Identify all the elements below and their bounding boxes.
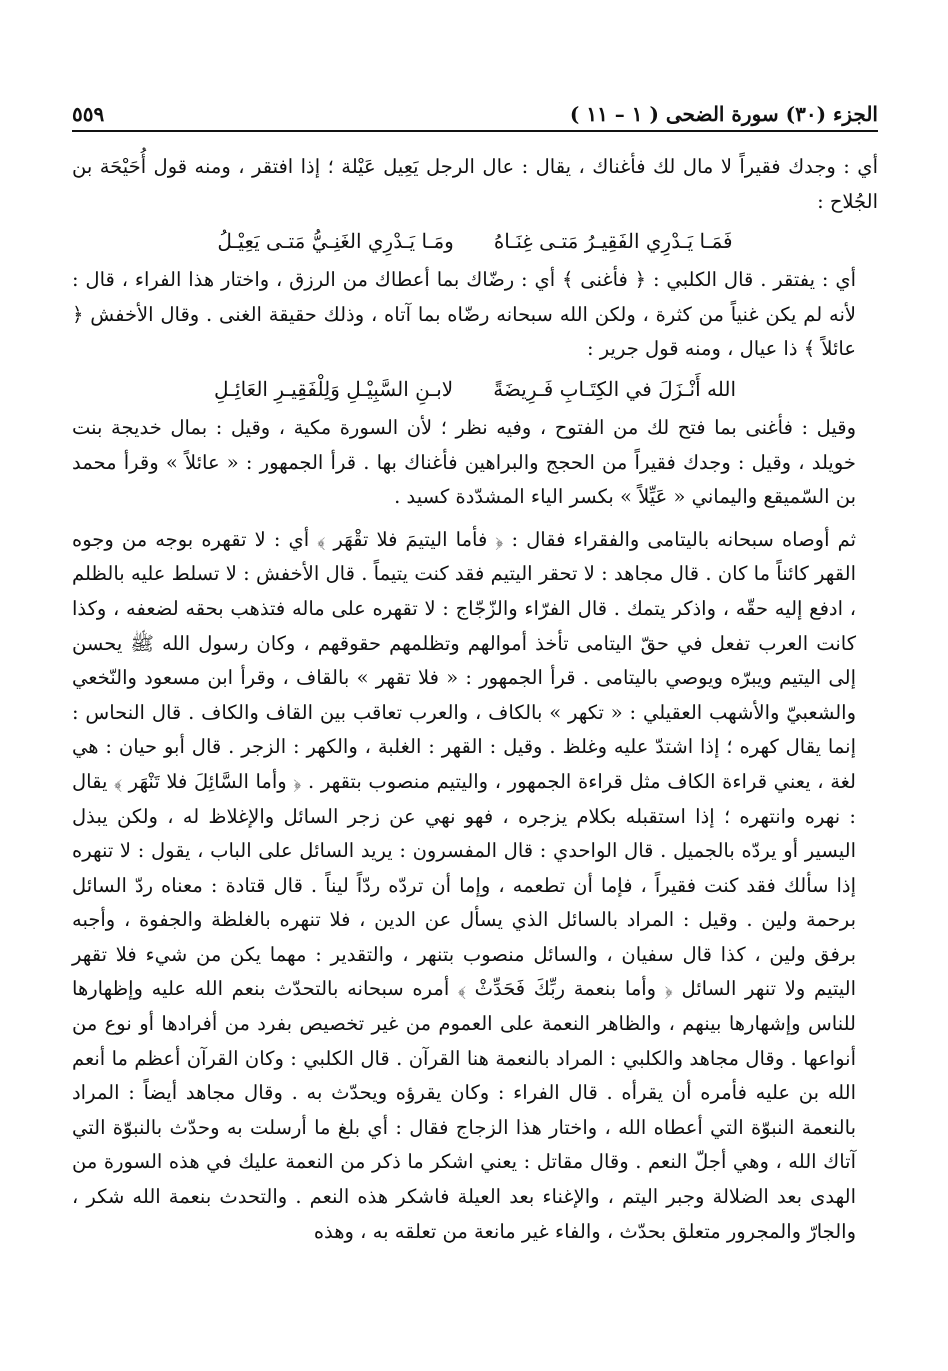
paragraph-1: أي : وجدك فقيراً لا مال لك فأغناك ، يقال : عال الرجل يَعِيل عَيْلة ؛ إذا افتقر ، ومنه قول أُحَيْحَة بن الجُلاح : <box>72 155 878 213</box>
verse-2-second-hemistich: لابـنِ السَّبِيْـلِ وَلِلْفَقِيـرِ العَائِـلِ <box>214 376 454 401</box>
paragraph-4: ثم أوصاه سبحانه باليتامى والفقراء فقال : ﴿ فأما اليتيمَ فلا تقْهَر ﴾ أي : لا تقهره بوجه من وجوه القهر كائناً ما كان . قال مجاهد : لا تحقر اليتيم فقد كنت يتيماً . قال الأخفش : لا تسلط عليه بالظلم ، ادفع إليه حقّه ، واذكر يتمك . قال الفرّاء والزّجّاج : لا تقهره على ماله فتذهب بحقه لضعفه ، وكذا كانت العرب تفعل في حقّ اليتامى تأخذ أموالهم وتظلمهم حقوقهم ، وكان رسول الله ﷺ يحسن إلى اليتيم ويبرّه ويوصي باليتامى . قرأ الجمهور : « فلا تقهر » بالقاف ، وقرأ ابن مسعود والنّخعي والشعبيّ والأشهب العقيلي : « تكهر » بالكاف ، والعرب تعاقب بين القاف والكاف . قال النحاس : إنما يقال كهره ؛ إذا اشتدّ عليه وغلظ . وقيل : القهر : الغلبة ، والكهر : الزجر . قال أبو حيان : هي لغة ، يعني قراءة الكاف مثل قراءة الجمهور ، واليتيم منصوب بتقهر . ﴿ وأما السَّائِلَ فلا تَنْهَر ﴾ يقال : نهره وانتهره ؛ إذا استقبله بكلام يزجره ، فهو نهي عن زجر السائل والإغلاظ له ، ولكن يبذل اليسير أو يردّه بالجميل . قال الواحدي : قال المفسرون : يريد السائل على الباب ، يقول : لا تنهره إذا سألك فقد كنت فقيراً ، فإما أن تطعمه ، وإما أن تردّه ردّاً ليناً . قال قتادة : معناه ردّ السائل برحمة ولين . وقيل : المراد بالسائل الذي يسأل عن الدين ، فلا تنهره بالغلظة والجفوة ، وأجبه برفق ولين ، كذا قال سفيان ، والسائل منصوب بتنهر ، والتقدير : مهما يكن من شيء فلا تقهر اليتيم ولا تنهر السائل ﴿ وأما بنعمة ربِّكَ فَحَدِّثْ ﴾ أمره سبحانه بالتحدّث بنعم الله عليه وإظهارها للناس وإشهارها بينهم ، والظاهر النعمة على العموم من غير تخصيص بفرد من أفرادها أو نوع من أنواعها . وقال مجاهد والكلبي : المراد بالنعمة هنا القرآن . قال الكلبي : وكان القرآن أعظم ما أنعم الله بن عليه فأمره أن يقرأه . قال الفراء : وكان يقرؤه ويحدّث به . وقال مجاهد أيضاً : المراد بالنعمة النبوّة التي أعطاه الله ، واختار هذا الزجاج فقال : أي بلغ ما أرسلت به وحدّث بالنبوّة التي آتاك الله ، وهي أجلّ النعم . وقال مقاتل : يعني اشكر ما ذكر من النعمة عليك في هذه السورة من الهدى بعد الضلالة وجبر اليتم ، والإغناء بعد العيلة فاشكر هذه النعم . والتحدث بنعمة الله شكر ، والجارّ والمجرور متعلق بحدّث ، والفاء غير مانعة من تعلقه به ، وهذه <box>72 527 856 1243</box>
poetry-verse-1 <box>72 221 878 261</box>
paragraph-3: وقيل : فأغنى بما فتح لك من الفتوح ، وفيه نظر ؛ لأن السورة مكية ، وقيل : بمال خديجة بنت خويلد ، وقيل : وجدك فقيراً من الحجج والبراهين فأغناك بها . قرأ الجمهور : « عائلاً » وقرأ محمد بن السّميقع واليماني « عَيِّلاً » بكسر الياء المشدّدة كسيد . <box>72 415 856 509</box>
running-title: الجزء (٣٠) سورة الضحى ( ١ – ١١ ) <box>569 102 878 126</box>
page-number: ٥٥٩ <box>72 102 105 126</box>
verse-1-first-hemistich: فَمَـا يَـدْرِي الفَقِيـرُ مَتـى غِنَـاهُ <box>493 229 733 254</box>
verse-1-second-hemistich: ومَـا يَـدْرِي الغَنِـيُّ مَتـى يَعِيْـلُ <box>217 229 454 254</box>
page-header <box>72 96 878 126</box>
page-body <box>72 150 878 1249</box>
paragraph-2: أي : يفتقر . قال الكلبي : ﴿ فأغنى ﴾ أي : رضّاك بما أعطاك من الرزق ، واختار هذا الفراء ، قال : لأنه لم يكن غنياً من كثرة ، ولكن الله سبحانه رضّاه بما آتاه ، وذلك حقيقة الغنى . وقال الأخفش ﴿ عائلاً ﴾ ذا عيال ، ومنه قول جرير : <box>72 268 856 361</box>
verse-2-first-hemistich: الله أَنْـزَلَ في الكِتَـابِ فَـرِيضَةً <box>493 376 737 401</box>
poetry-verse-2 <box>72 369 878 409</box>
header-rule <box>72 130 878 132</box>
